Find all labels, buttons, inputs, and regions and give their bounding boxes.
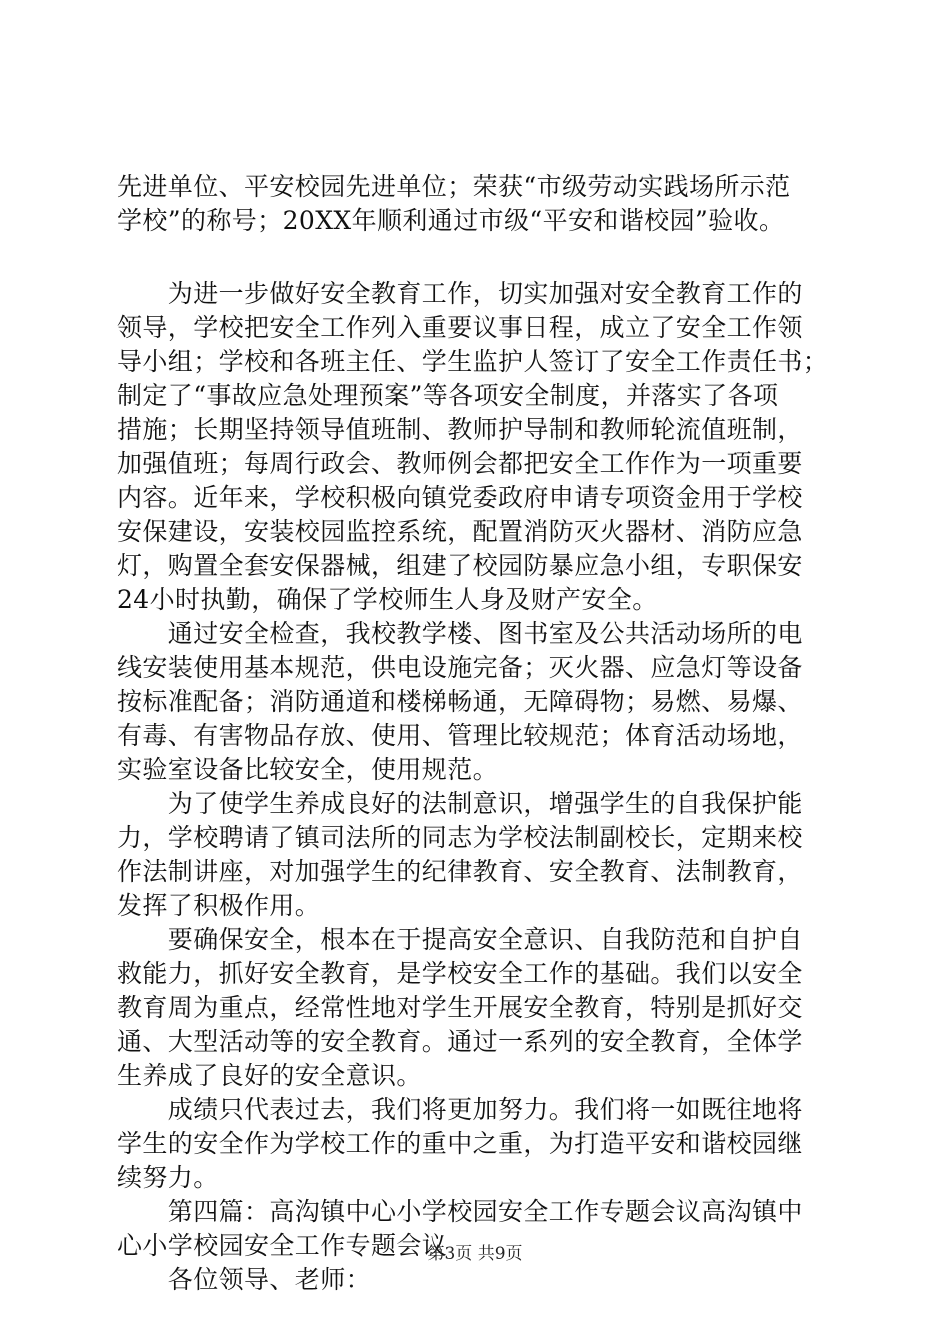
text-line: 按标准配备；消防通道和楼梯畅通，无障碍物；易燃、易爆、 xyxy=(117,687,803,716)
text-line: 安保建设，安装校园监控系统，配置消防灭火器材、消防应急 xyxy=(117,517,803,546)
text-line: 加强值班；每周行政会、教师例会都把安全工作作为一项重要 xyxy=(117,449,803,478)
text-line: 灯，购置全套安保器械，组建了校园防暴应急小组，专职保安 xyxy=(117,551,803,580)
text-line: 第四篇：高沟镇中心小学校园安全工作专题会议高沟镇中 xyxy=(117,1197,803,1226)
text-line: 救能力，抓好安全教育，是学校安全工作的基础。我们以安全 xyxy=(117,959,803,988)
text-line: 制定了“事故应急处理预案”等各项安全制度，并落实了各项 xyxy=(117,381,779,410)
document-body xyxy=(117,170,839,1297)
text-line: 教育周为重点，经常性地对学生开展安全教育，特别是抓好交 xyxy=(117,993,803,1022)
text-line: 实验室设备比较安全，使用规范。 xyxy=(117,755,499,784)
text-line: 有毒、有害物品存放、使用、管理比较规范；体育活动场地， xyxy=(117,721,803,750)
text-line: 通过安全检查，我校教学楼、图书室及公共活动场所的电 xyxy=(117,619,803,648)
text-line: 先进单位、平安校园先进单位；荣获“市级劳动实践场所示范 xyxy=(117,172,791,201)
text-line: 学生的安全作为学校工作的重中之重，为打造平安和谐校园继 xyxy=(117,1129,803,1158)
text-line: 发挥了积极作用。 xyxy=(117,891,321,920)
page-number: 第3页 共9页 xyxy=(427,1244,523,1264)
paragraph-gap xyxy=(117,238,839,277)
text-line: 为进一步做好安全教育工作，切实加强对安全教育工作的 xyxy=(117,279,803,308)
text-line: 导小组；学校和各班主任、学生监护人签订了安全工作责任书； xyxy=(117,347,829,376)
text-line: 生养成了良好的安全意识。 xyxy=(117,1061,422,1090)
text-line: 要确保安全，根本在于提高安全意识、自我防范和自护自 xyxy=(117,925,803,954)
text-line: 24小时执勤，确保了学校师生人身及财产安全。 xyxy=(117,585,658,614)
text-line: 通、大型活动等的安全教育。通过一系列的安全教育，全体学 xyxy=(117,1027,803,1056)
text-line: 力，学校聘请了镇司法所的同志为学校法制副校长，定期来校 xyxy=(117,823,803,852)
text-line: 心小学校园安全工作专题会议 xyxy=(117,1231,448,1260)
text-line: 成绩只代表过去，我们将更加努力。我们将一如既往地将 xyxy=(117,1095,803,1124)
text-line: 学校”的称号；20XX年顺利通过市级“平安和谐校园”验收。 xyxy=(117,206,785,235)
text-line: 续努力。 xyxy=(117,1163,219,1192)
text-line: 措施；长期坚持领导值班制、教师护导制和教师轮流值班制， xyxy=(117,415,803,444)
text-line: 内容。近年来，学校积极向镇党委政府申请专项资金用于学校 xyxy=(117,483,803,512)
text-line: 为了使学生养成良好的法制意识，增强学生的自我保护能 xyxy=(117,789,803,818)
text-line: 作法制讲座，对加强学生的纪律教育、安全教育、法制教育， xyxy=(117,857,803,886)
text-line: 领导，学校把安全工作列入重要议事日程，成立了安全工作领 xyxy=(117,313,803,342)
text-line: 各位领导、老师： xyxy=(117,1265,372,1294)
text-line: 线安装使用基本规范，供电设施完备；灭火器、应急灯等设备 xyxy=(117,653,803,682)
